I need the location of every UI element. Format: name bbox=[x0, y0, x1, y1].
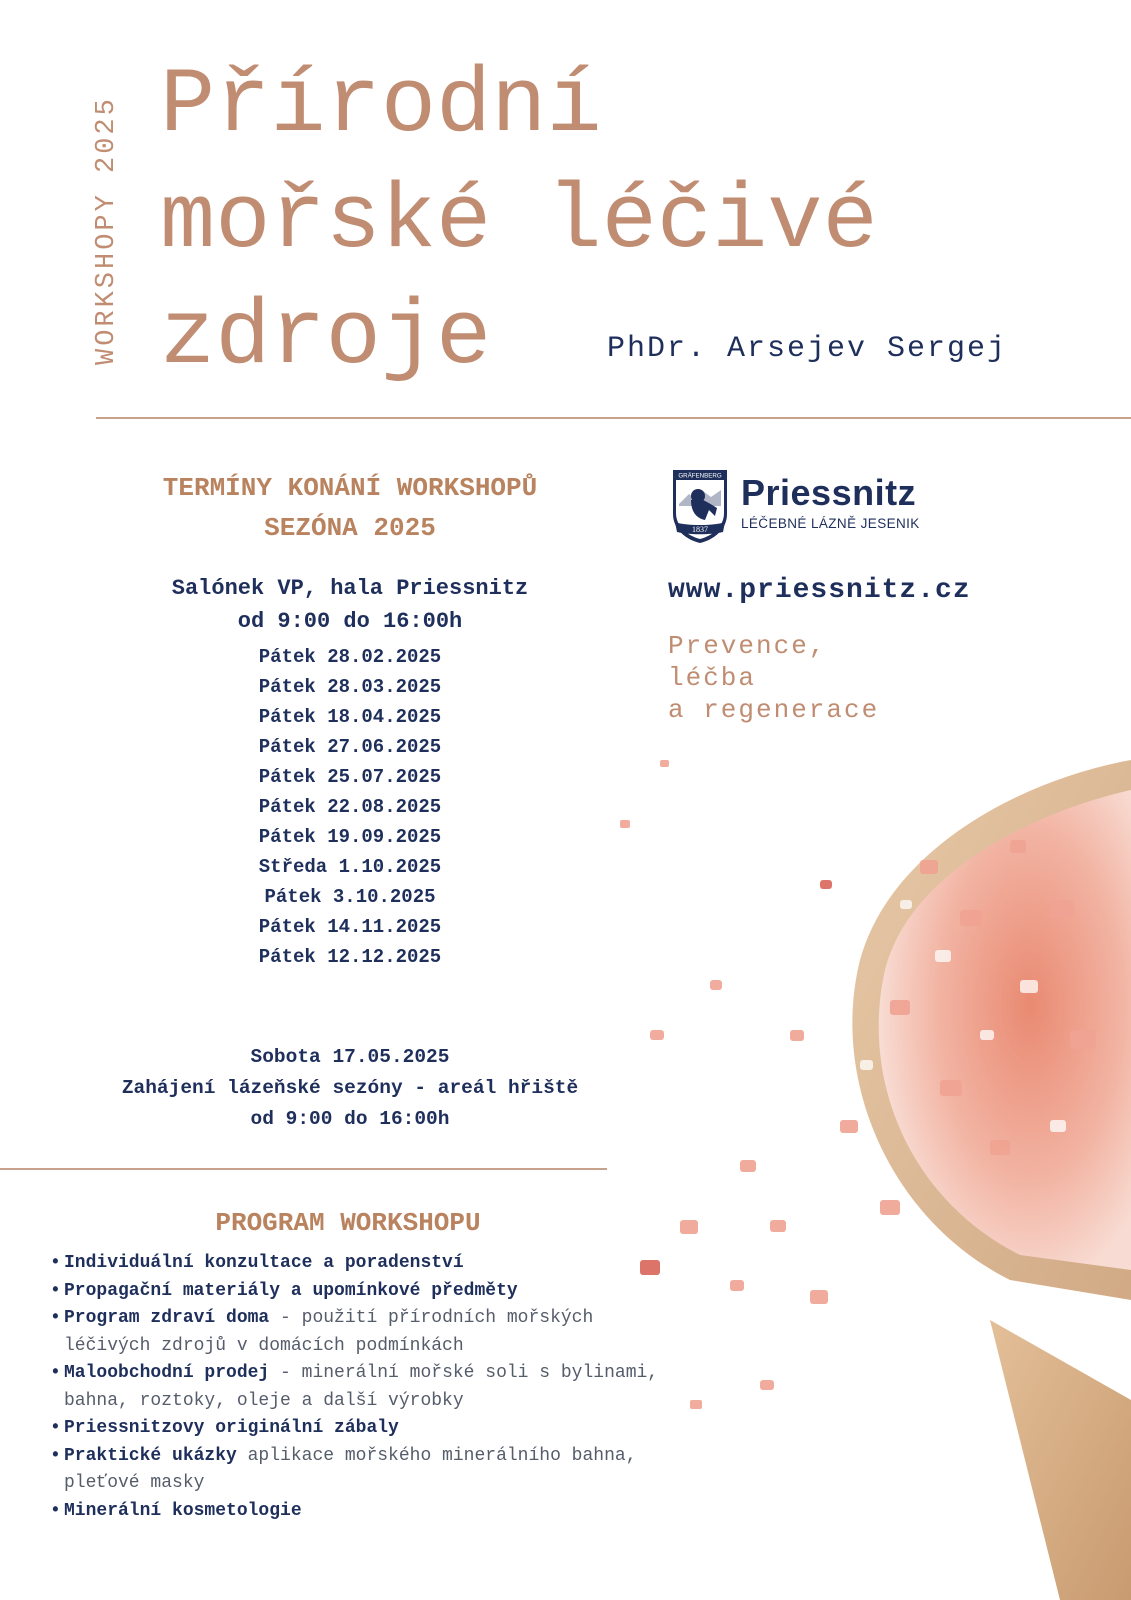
date-item: Pátek 19.09.2025 bbox=[258, 826, 442, 848]
schedule-section bbox=[40, 468, 660, 1135]
program-item: • Individuální konzultace a poradenství bbox=[48, 1250, 688, 1278]
program-item: • Program zdraví doma - použití přírodních mořských léčivých zdrojů v domácích podmínkách bbox=[48, 1305, 688, 1360]
title-line-1: Přírodní bbox=[160, 53, 602, 158]
special-date: Sobota 17.05.2025 bbox=[250, 1046, 450, 1068]
website-link[interactable]: www.priessnitz.cz bbox=[668, 575, 971, 606]
lion-shield-icon bbox=[671, 466, 729, 544]
date-item: Pátek 14.11.2025 bbox=[258, 916, 442, 938]
tagline-line-2: léčba bbox=[668, 663, 757, 693]
special-hours: od 9:00 do 16:00h bbox=[250, 1108, 450, 1130]
side-label: WORKSHOPY 2025 bbox=[92, 96, 122, 365]
program-item: • Minerální kosmetologie bbox=[48, 1498, 688, 1526]
program-heading: PROGRAM WORKSHOPU bbox=[215, 1208, 481, 1238]
program-item: • Propagační materiály a upomínkové předměty bbox=[48, 1278, 688, 1306]
brand-subtitle: LÉČEBNÉ LÁZNĚ JESENIK bbox=[741, 516, 920, 531]
date-item: Pátek 12.12.2025 bbox=[258, 946, 442, 968]
special-event bbox=[40, 1042, 660, 1135]
tagline-line-1: Prevence, bbox=[668, 631, 827, 661]
date-item: Pátek 25.07.2025 bbox=[258, 766, 442, 788]
date-item: Pátek 22.08.2025 bbox=[258, 796, 442, 818]
tagline-line-3: a regenerace bbox=[668, 695, 880, 725]
date-list bbox=[40, 642, 660, 972]
date-item: Pátek 18.04.2025 bbox=[258, 706, 442, 728]
divider-top bbox=[96, 417, 1131, 419]
program-section bbox=[48, 1208, 688, 1525]
program-item: • Praktické ukázky aplikace mořského minerálního bahna, pleťové masky bbox=[48, 1443, 688, 1498]
venue: Salónek VP, hala Priessnitz bbox=[171, 576, 529, 601]
schedule-heading-1: TERMÍNY KONÁNÍ WORKSHOPŮ bbox=[162, 473, 538, 503]
program-list bbox=[48, 1250, 688, 1525]
schedule-heading-2: SEZÓNA 2025 bbox=[264, 513, 436, 543]
priessnitz-logo bbox=[671, 466, 920, 544]
divider-middle bbox=[0, 1168, 607, 1170]
program-item: • Maloobchodní prodej - minerální mořské soli s bylinami, bahna, roztoky, oleje a další výrobky bbox=[48, 1360, 688, 1415]
title-line-2: mořské léčivé bbox=[160, 169, 878, 274]
special-event-title: Zahájení lázeňské sezóny - areál hřiště bbox=[121, 1077, 579, 1099]
badge-year-text: 1837 bbox=[692, 525, 708, 534]
venue-hours: od 9:00 do 16:00h bbox=[237, 609, 463, 634]
date-item: Pátek 28.03.2025 bbox=[258, 676, 442, 698]
badge-top-text: GRÄFENBERG bbox=[678, 472, 722, 480]
program-item: • Priessnitzovy originální zábaly bbox=[48, 1415, 688, 1443]
date-item: Středa 1.10.2025 bbox=[258, 856, 442, 878]
date-item: Pátek 27.06.2025 bbox=[258, 736, 442, 758]
title-line-3: zdroje bbox=[160, 285, 492, 390]
brand-name: Priessnitz bbox=[741, 472, 917, 513]
spoon-handle bbox=[990, 1320, 1131, 1600]
date-item: Pátek 28.02.2025 bbox=[258, 646, 442, 668]
author-name: PhDr. Arsejev Sergej bbox=[607, 332, 1008, 366]
date-item: Pátek 3.10.2025 bbox=[264, 886, 436, 908]
